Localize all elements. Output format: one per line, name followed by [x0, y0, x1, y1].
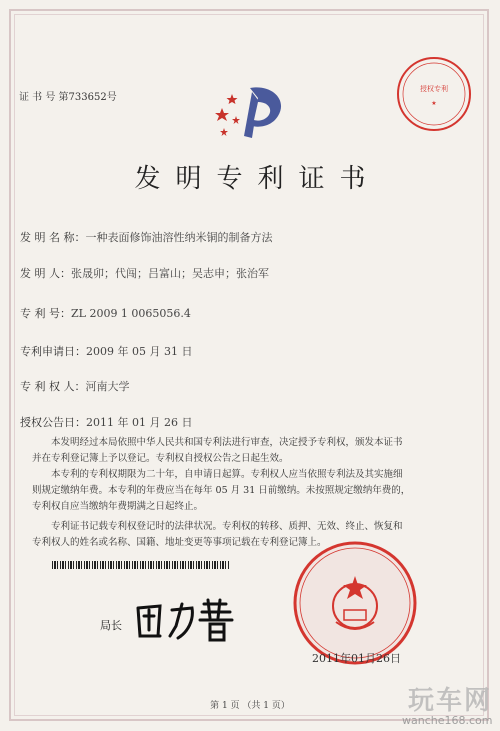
filing-date-label: 专利申请日： — [20, 345, 86, 358]
director-label: 局长 — [100, 619, 122, 632]
body-line: 则规定缴纳年费。本专利的年费应当在每年 05 月 31 日前缴纳。未按照规定缴纳年费的， — [32, 485, 411, 496]
patent-number-row — [20, 305, 191, 321]
filing-date: 2009 年 05 月 31 日 — [86, 345, 193, 358]
certificate-body — [32, 435, 468, 551]
watermark-url: wanche168.com — [402, 714, 493, 727]
official-seal-icon — [292, 540, 418, 666]
body-line: 专利证书记载专利权登记时的法律状况。专利权的转移、质押、无效、终止、恢复和 — [51, 521, 403, 532]
patent-office-logo-icon — [212, 80, 292, 148]
grant-date-label: 授权公告日： — [20, 416, 86, 429]
invention-name: 一种表面修饰油溶性纳米铜的制备方法 — [85, 231, 273, 244]
top-seal-sub: 授权专利 — [420, 85, 448, 93]
patentee-label: 专 利 权 人： — [20, 380, 86, 393]
filing-date-row — [20, 343, 192, 359]
seal-date: 2011年01月26日 — [312, 652, 401, 665]
body-line: 专利权人的姓名或名称、国籍、地址变更等事项记载在专利登记簿上。 — [32, 537, 327, 548]
patent-number: ZL 2009 1 0065056.4 — [71, 307, 191, 320]
page-title: 发明专利证书 — [134, 164, 381, 194]
grant-date: 2011 年 01 月 26 日 — [86, 416, 193, 429]
inventor: 张晟卯；代闯；吕富山；吴志申；张治军 — [71, 267, 269, 280]
invention-name-label: 发 明 名 称： — [20, 231, 86, 244]
patentee: 河南大学 — [85, 380, 130, 393]
barcode — [52, 561, 230, 569]
director-signature — [130, 596, 240, 646]
certificate-number: 证 书 号 第733652号 — [19, 92, 117, 103]
body-line: 本发明经过本局依照中华人民共和国专利法进行审查，决定授予专利权，颁发本证书 — [51, 437, 403, 448]
inventor-row — [20, 265, 269, 281]
body-line: 并在专利登记簿上予以登记。专利权自授权公告之日起生效。 — [32, 453, 289, 464]
body-line: 本专利的专利权期限为二十年，自申请日起算。专利权人应当依照专利法及其实施细 — [51, 469, 403, 480]
invention-name-row — [20, 229, 273, 245]
patentee-row — [20, 378, 130, 394]
svg-text:★: ★ — [431, 100, 437, 107]
inventor-label: 发 明 人： — [20, 267, 71, 280]
watermark: 玩车网 — [408, 686, 493, 716]
agency-seal-icon — [395, 55, 473, 133]
body-line: 专利权自应当缴纳年费期满之日起终止。 — [32, 501, 204, 512]
patent-number-label: 专 利 号： — [20, 307, 71, 320]
grant-date-row — [20, 414, 192, 430]
page-footer: 第 1 页 （共 1 页） — [210, 701, 290, 711]
